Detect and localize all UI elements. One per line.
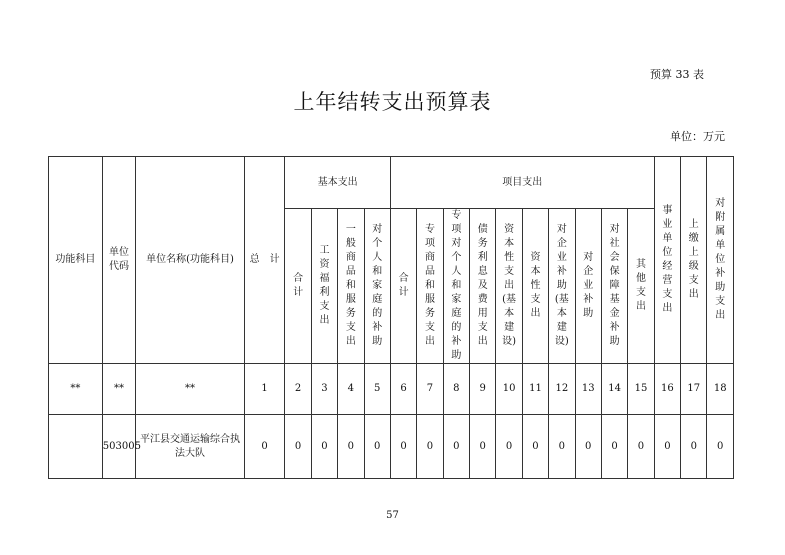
index-cell: 15	[628, 364, 654, 415]
unit-label: 单位：万元	[670, 130, 725, 143]
value-cell: 0	[549, 415, 575, 479]
header-project-capital: 资本性支出	[522, 209, 548, 364]
value-cell: 0	[654, 415, 680, 479]
index-cell: 14	[601, 364, 627, 415]
index-cell: **	[49, 364, 103, 415]
header-project-social-security: 对社会保障基金补助	[601, 209, 627, 364]
index-cell: 9	[470, 364, 496, 415]
header-project-total: 合计	[390, 209, 416, 364]
value-cell: 0	[244, 415, 285, 479]
value-cell: 0	[417, 415, 443, 479]
value-cell: 0	[496, 415, 522, 479]
value-cell: 0	[575, 415, 601, 479]
page-title: 上年结转支出预算表	[293, 90, 492, 114]
header-basic-goods: 一般商品和服务支出	[338, 209, 364, 364]
index-cell: 10	[496, 364, 522, 415]
index-cell: **	[136, 364, 245, 415]
header-project-goods: 专项商品和服务支出	[417, 209, 443, 364]
header-unit-name: 单位名称(功能科目)	[136, 157, 245, 364]
header-basic-personal: 对个人和家庭的补助	[364, 209, 390, 364]
header-basic-group: 基本支出	[285, 157, 391, 209]
value-cell: 0	[311, 415, 337, 479]
value-cell: 0	[338, 415, 364, 479]
index-cell: 16	[654, 364, 680, 415]
header-project-enterprise: 对企业补助	[575, 209, 601, 364]
value-cell: 0	[470, 415, 496, 479]
index-cell: 12	[549, 364, 575, 415]
value-cell: 0	[628, 415, 654, 479]
index-cell: 2	[285, 364, 311, 415]
header-subsidy: 对附属单位补助支出	[707, 157, 734, 364]
value-cell: 0	[681, 415, 707, 479]
index-cell: 7	[417, 364, 443, 415]
index-cell: 8	[443, 364, 469, 415]
value-cell: 0	[601, 415, 627, 479]
header-project-group: 项目支出	[390, 157, 654, 209]
index-cell: 11	[522, 364, 548, 415]
header-project-enterprise-build: 对企业补助(基本建设)	[549, 209, 575, 364]
index-cell: 5	[364, 364, 390, 415]
header-turn-over: 上缴上级支出	[681, 157, 707, 364]
value-cell: 0	[522, 415, 548, 479]
header-project-capital-build: 资本性支出(基本建设)	[496, 209, 522, 364]
index-cell: 3	[311, 364, 337, 415]
index-row	[49, 364, 734, 415]
index-cell: 18	[707, 364, 734, 415]
unit-name-cell: 平江县交通运输综合执法大队	[136, 415, 245, 479]
header-project-other: 其他支出	[628, 209, 654, 364]
unit-code-cell: 503005	[102, 415, 135, 479]
header-basic-wages: 工资福利支出	[311, 209, 337, 364]
page-number: 57	[386, 510, 399, 521]
index-cell: 17	[681, 364, 707, 415]
budget-table	[48, 156, 734, 479]
index-cell: 13	[575, 364, 601, 415]
header-total: 总 计	[244, 157, 285, 364]
value-cell: 0	[285, 415, 311, 479]
table-number: 预算 33 表	[650, 68, 704, 81]
index-cell: 6	[390, 364, 416, 415]
header-func-subject: 功能科目	[49, 157, 103, 364]
header-row-top	[49, 157, 734, 209]
header-business: 事业单位经营支出	[654, 157, 680, 364]
index-cell: **	[102, 364, 135, 415]
index-cell: 4	[338, 364, 364, 415]
value-cell: 0	[364, 415, 390, 479]
header-unit-code: 单位代码	[102, 157, 135, 364]
header-project-personal: 专项对个人和家庭的补助	[443, 209, 469, 364]
header-basic-total: 合计	[285, 209, 311, 364]
value-cell: 0	[390, 415, 416, 479]
index-cell: 1	[244, 364, 285, 415]
table-row	[49, 415, 734, 479]
value-cell: 0	[707, 415, 734, 479]
header-project-debt: 债务利息及费用支出	[470, 209, 496, 364]
value-cell: 0	[443, 415, 469, 479]
func-subject-cell	[49, 415, 103, 479]
